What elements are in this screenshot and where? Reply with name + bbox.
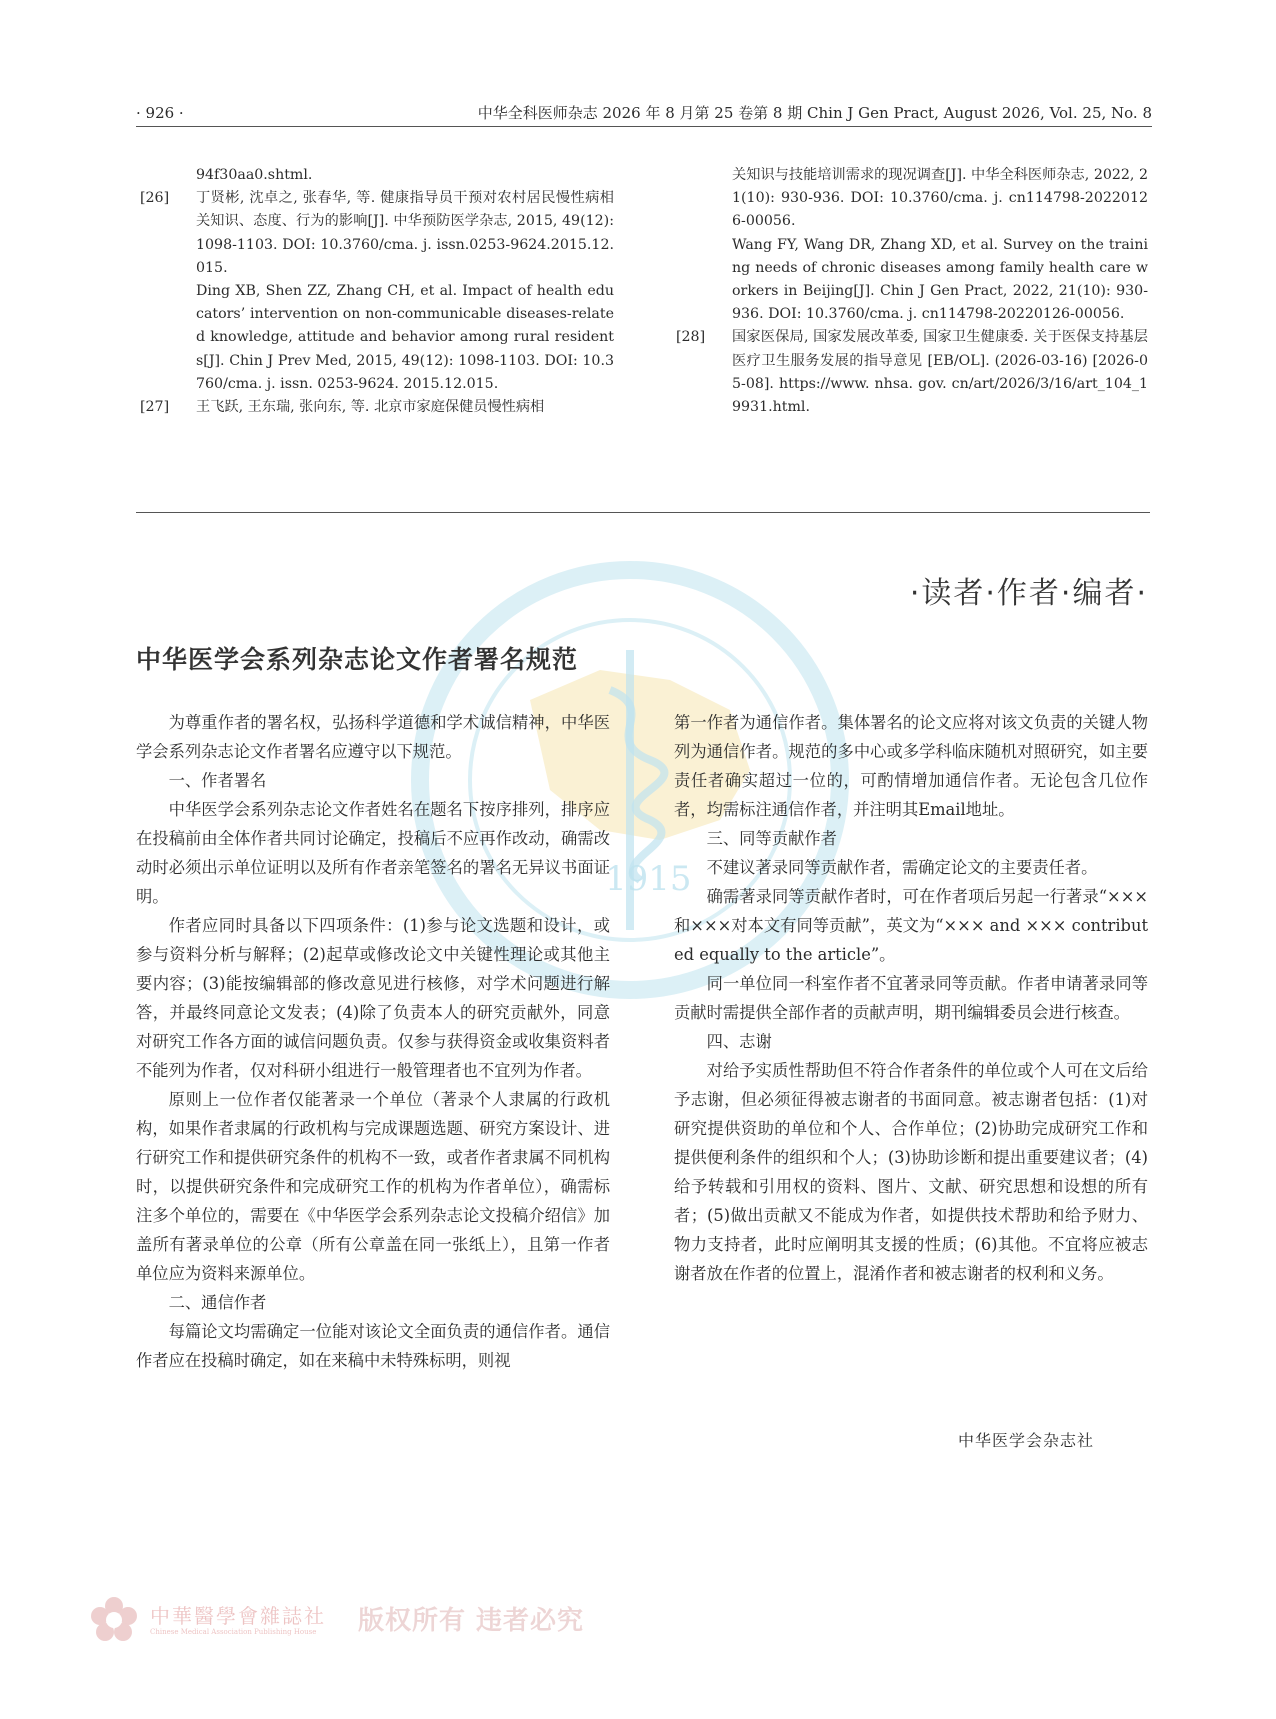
paragraph: 中华医学会系列杂志论文作者姓名在题名下按序排列，排序应在投稿前由全体作者共同讨论确定，投稿后不应再作改动，确需改动时必须出示单位证明以及所有作者亲笔签名的署名无异议书面证明。 — [136, 800, 610, 906]
reference-item — [140, 396, 614, 419]
paragraph: 为尊重作者的署名权，弘扬科学道德和学术诚信精神，中华医学会系列杂志论文作者署名应遵守以下规范。 — [136, 713, 610, 761]
paragraph: 确需著录同等贡献作者时，可在作者项后另起一行著录“×××和×××对本文有同等贡献”，英文为“××× and ××× contributed equally to the article”。 — [674, 887, 1148, 964]
subheading: 三、同等贡献作者 — [706, 829, 837, 848]
reference-item — [140, 187, 614, 396]
body-column-right — [674, 708, 1148, 1288]
publisher-watermark — [88, 1594, 608, 1654]
subheading: 二、通信作者 — [168, 1293, 267, 1312]
reference-number: [26] — [140, 190, 170, 207]
paragraph: 不建议著录同等贡献作者，需确定论文的主要责任者。 — [706, 858, 1098, 877]
paragraph: 每篇论文均需确定一位能对该论文全面负责的通信作者。通信作者应在投稿时确定，如在来稿中未特殊标明，则视 — [136, 1322, 610, 1370]
signature: 中华医学会杂志社 — [958, 1431, 1095, 1450]
reference-text-en: Ding XB, Shen ZZ, Zhang CH, et al. Impact of health educators’ intervention on non-communicable diseases-related knowledge, attitude and behavior among rural residents[J]. Chin J Prev Med, 2015, 49(12): 1098-1103. DOI: 10.3760/cma. j. issn. 0253-9624. 2015.12.015. — [196, 283, 614, 392]
article-title: 中华医学会系列杂志论文作者署名规范 — [136, 645, 579, 674]
reference-text-en: Wang FY, Wang DR, Zhang XD, et al. Survey on the training needs of chronic diseases among family health care workers in Beijing[J]. Chin J Gen Pract, 2022, 21(10): 930-936. DOI: 10.3760/cma. j. cn114798-20220126-00056. — [732, 236, 1148, 323]
reference-text-zh: 王飞跃, 王东瑞, 张向东, 等. 北京市家庭保健员慢性病相 — [196, 399, 545, 416]
paragraph-continuation: 第一作者为通信作者。集体署名的论文应将对该文负责的关键人物列为通信作者。规范的多中心或多学科临床随机对照研究，如主要责任者确实超过一位的，可酌情增加通信作者。无论包含几位作者，均需标注通信作者，并注明其Email地址。 — [674, 713, 1148, 819]
paragraph: 同一单位同一科室作者不宜著录同等贡献。作者申请著录同等贡献时需提供全部作者的贡献声明，期刊编辑委员会进行核查。 — [674, 974, 1148, 1022]
paragraph: 对给予实质性帮助但不符合作者条件的单位或个人可在文后给予志谢，但必须征得被志谢者的书面同意。被志谢者包括：(1)对研究提供资助的单位和个人、合作单位；(2)协助完成研究工作和提供便利条件的组织和个人；(3)协助诊断和提出重要建议者；(4)给予转载和引用权的资料、图片、文献、研究思想和设想的所有者；(5)做出贡献又不能成为作者，如提供技术帮助和给予财力、物力支持者，此时应阐明其支援的性质；(6)其他。不宜将应被志谢者放在作者的位置上，混淆作者和被志谢者的权利和义务。 — [674, 1061, 1148, 1283]
body-column-left — [136, 708, 610, 1375]
reference-continuation: 关知识与技能培训需求的现况调查[J]. 中华全科医师杂志, 2022, 21(10): 930-936. DOI: 10.3760/cma. j. cn114798-20220126-00056. — [732, 167, 1148, 230]
copyright-mark: 版权所有 违者必究 — [358, 1606, 585, 1636]
reference-list-left — [140, 164, 614, 419]
paragraph: 作者应同时具备以下四项条件：(1)参与论文选题和设计，或参与资料分析与解释；(2)起草或修改论文中关键性理论或其他主要内容；(3)能按编辑部的修改意见进行核修，对学术问题进行解答，并最终同意论文发表；(4)除了负责本人的研究贡献外，同意对研究工作各方面的诚信问题负责。仅参与获得资金或收集资料者不能列为作者，仅对科研小组进行一般管理者也不宜列为作者。 — [136, 916, 610, 1080]
reference-number: [27] — [140, 399, 170, 416]
subheading: 四、志谢 — [706, 1032, 772, 1051]
section-title: ·读者·作者·编者· — [909, 576, 1148, 611]
paragraph: 原则上一位作者仅能著录一个单位（著录个人隶属的行政机构，如果作者隶属的行政机构与完成课题选题、研究方案设计、进行研究工作和提供研究条件的机构不一致，或者作者隶属不同机构时，以提供研究条件和完成研究工作的机构为作者单位），确需标注多个单位的，需要在《中华医学会系列杂志论文投稿介绍信》加盖所有著录单位的公章（所有公章盖在同一张纸上），且第一作者单位应为资料来源单位。 — [136, 1090, 610, 1283]
subheading: 一、作者署名 — [168, 771, 267, 790]
reference-number: [28] — [676, 329, 706, 346]
journal-citation: 中华全科医师杂志 2026 年 8 月第 25 卷第 8 期 Chin J Gen Pract, August 2026, Vol. 25, No. 8 — [477, 104, 1152, 122]
svg-text:1915: 1915 — [605, 859, 692, 899]
reference-text-zh: 国家医保局, 国家发展改革委, 国家卫生健康委. 关于医保支持基层医疗卫生服务发展的指导意见 [EB/OL]. (2026-03-16) [2026-05-08]. https://www. nhsa. gov. cn/art/2026/3/16/art_104_19931.html. — [732, 329, 1148, 416]
running-header — [136, 104, 1152, 127]
section-divider — [136, 512, 1150, 513]
reference-continuation: 94f30aa0.shtml. — [196, 167, 313, 183]
reference-text-zh: 丁贤彬, 沈卓之, 张春华, 等. 健康指导员干预对农村居民慢性病相关知识、态度、行为的影响[J]. 中华预防医学杂志, 2015, 49(12): 1098-1103. DOI: 10.3760/cma. j. issn.0253-9624.2015.12.015. — [196, 190, 614, 276]
reference-item — [676, 326, 1148, 419]
flower-logo-icon — [88, 1594, 140, 1646]
reference-list-right — [676, 164, 1148, 419]
publisher-logo-text: 中華醫學會雜誌社 — [150, 1604, 326, 1628]
page-number: · 926 · — [136, 104, 184, 122]
publisher-logo-en: Chinese Medical Association Publishing House — [150, 1628, 317, 1636]
